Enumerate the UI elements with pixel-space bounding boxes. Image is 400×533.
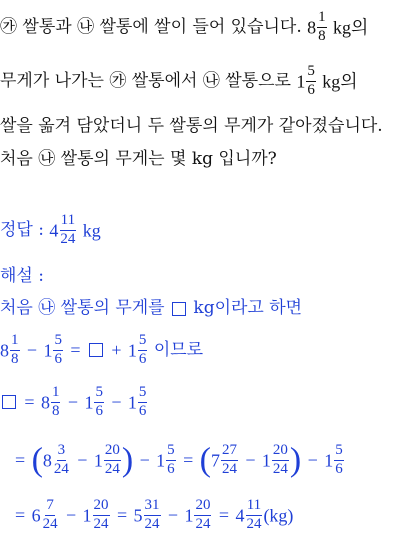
mixed-whole: 8 [307, 17, 317, 38]
solution-intro: 처음 ㉯ 쌀통의 무게를 kg이라고 하면 [0, 298, 303, 318]
answer-label: 정답 : [0, 219, 44, 240]
answer-whole: 4 [49, 220, 59, 241]
unknown-box [89, 343, 103, 357]
equation-3: = (8 $\frac{3}{24}$ − 1 $\frac{20}{24}$ ) − 1 $\frac{5}{6}$ = (7 $\frac{27}{24}$ − 1 $\frac{20}{24}$ ) − 1 $\frac{5}{6}$ [15, 441, 343, 479]
fraction: $\frac{1}{8}$ [318, 9, 326, 44]
answer-line [0, 213, 101, 248]
problem-text-4: 처음 ㉯ 쌀통의 무게는 몇 kg 입니까? [0, 149, 277, 169]
equation-2: = 8 $\frac{1}{8}$ − 1 $\frac{5}{6}$ − 1 $\frac{5}{6}$ [0, 385, 148, 420]
problem-text-2: 무게가 나가는 ㉮ 쌀통에서 ㉯ 쌀통으로 [0, 70, 291, 91]
equation-1: 8 $\frac{1}{8}$ − 1 $\frac{5}{6}$ = + 1 $\frac{5}{6}$ 이므로 [0, 332, 204, 367]
unit-text: kg의 [333, 17, 369, 38]
problem-line-3 [0, 118, 383, 135]
problem-line-4 [0, 151, 277, 168]
mixed-whole: 1 [296, 71, 306, 92]
unknown-box [2, 395, 16, 409]
answer-unit: kg [82, 220, 101, 241]
problem-line-1 [0, 10, 368, 45]
problem-line-2 [0, 64, 358, 99]
problem-text-1: ㉮ 쌀통과 ㉯ 쌀통에 쌀이 들어 있습니다. [0, 16, 302, 37]
unknown-box [172, 302, 186, 316]
equation-4: = 6 $\frac{7}{24}$ − 1 $\frac{20}{24}$ = 5 $\frac{31}{24}$ − 1 $\frac{20}{24}$ = 4 $\frac{11}{24}$ (kg) [15, 497, 294, 532]
solution-label: 해설 : [0, 266, 44, 286]
unit-text: kg의 [322, 71, 358, 92]
fraction: $\frac{5}{6}$ [307, 63, 315, 98]
answer-fraction: $\frac{11}{24}$ [60, 212, 76, 247]
problem-text-3: 쌀을 옮겨 담았더니 두 쌀통의 무게가 같아졌습니다. [0, 116, 383, 136]
